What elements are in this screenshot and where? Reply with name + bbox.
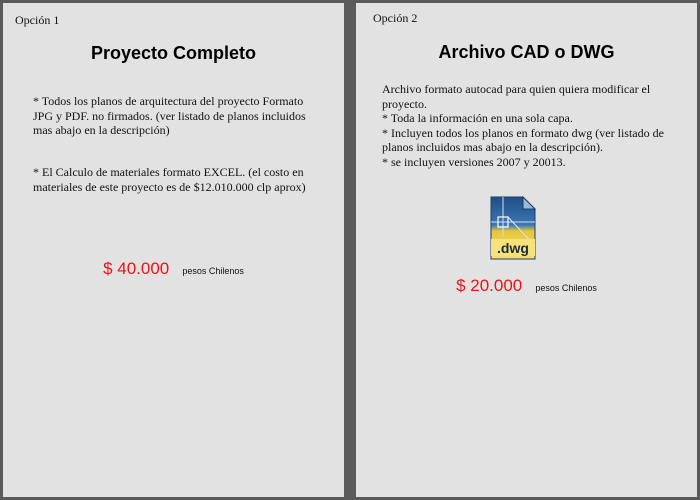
option-2-label: Opción 2 xyxy=(373,11,418,25)
option-2-currency: pesos Chilenos xyxy=(535,283,597,293)
option-2-price-row xyxy=(356,276,697,296)
option-1-description-2: * El Calculo de materiales formato EXCEL. (el costo en materiales de este proyecto es de $12.010.000 clp aprox) xyxy=(33,165,306,194)
option-1-title: Proyecto Completo xyxy=(90,43,257,63)
option-2-title: Archivo CAD o DWG xyxy=(438,42,615,62)
option-2-description-line: * Incluyen todos los planos en formato dwg (ver listado de planos incluidos mas abajo en la descripción). xyxy=(382,125,664,154)
option-2-price: $ 20.000 xyxy=(456,276,523,295)
option-2-panel xyxy=(356,3,697,497)
option-2-description xyxy=(382,82,682,169)
option-1-description-1: * Todos los planos de arquitectura del proyecto Formato JPG y PDF. no firmados. (ver listado de planos incluidos mas abajo en la descripción) xyxy=(33,94,306,137)
option-2-description-line: Archivo formato autocad para quien quiera modificar el proyecto. xyxy=(382,82,651,111)
option-1-label: Opción 1 xyxy=(15,13,60,27)
option-1-panel xyxy=(3,3,344,497)
dwg-file-icon xyxy=(489,196,537,260)
option-1-currency: pesos Chilenos xyxy=(182,266,244,276)
option-1-price-row xyxy=(3,259,344,279)
option-1-price: $ 40.000 xyxy=(103,259,170,278)
dwg-icon-text: .dwg xyxy=(497,240,529,256)
option-2-description-line: * Toda la información en una sola capa. xyxy=(382,111,573,125)
option-2-description-line: * se incluyen versiones 2007 y 20013. xyxy=(382,154,566,169)
